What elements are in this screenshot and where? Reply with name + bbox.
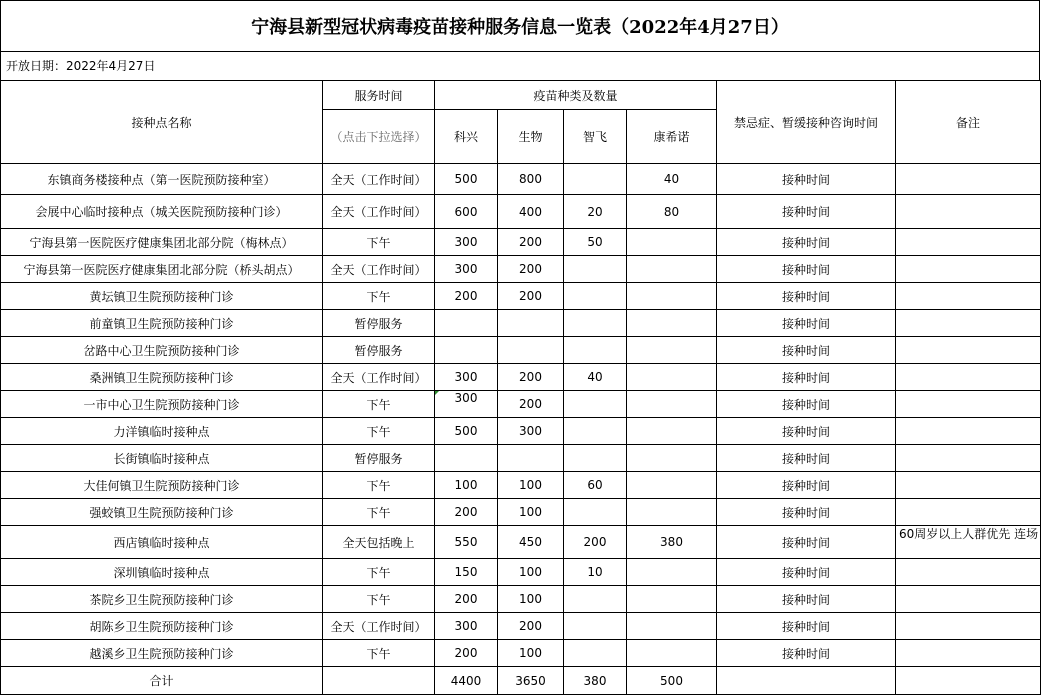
cell-site[interactable]: 岔路中心卫生院预防接种门诊 [1,337,323,364]
cell-remark[interactable] [896,256,1041,283]
cell-zhifei[interactable]: 10 [564,559,627,586]
cell-site[interactable]: 胡陈乡卫生院预防接种门诊 [1,613,323,640]
cell-remark[interactable] [896,499,1041,526]
cell-zhifei[interactable] [564,283,627,310]
cell-consult[interactable]: 接种时间 [717,364,896,391]
cell-remark[interactable] [896,337,1041,364]
cell-site[interactable]: 桑洲镇卫生院预防接种门诊 [1,364,323,391]
cell-site[interactable]: 宁海县第一医院医疗健康集团北部分院（桥头胡点） [1,256,323,283]
vaccination-table [0,80,1041,695]
cell-kangxinuo[interactable] [627,310,717,337]
table-row [1,640,1041,667]
cell-site[interactable]: 大佳何镇卫生院预防接种门诊 [1,472,323,499]
cell-consult[interactable]: 接种时间 [717,499,896,526]
cell-site[interactable]: 强蛟镇卫生院预防接种门诊 [1,499,323,526]
cell-kangxinuo[interactable]: 40 [627,164,717,195]
cell-remark[interactable] [896,472,1041,499]
cell-time[interactable]: 下午 [323,229,435,256]
cell-shengwu[interactable]: 200 [498,364,564,391]
cell-remark[interactable] [896,445,1041,472]
cell-time[interactable]: 下午 [323,418,435,445]
cell-consult[interactable]: 接种时间 [717,195,896,229]
header-kexing: 科兴 [435,110,498,164]
cell-kexing[interactable]: 300 [435,364,498,391]
cell-site[interactable]: 深圳镇临时接种点 [1,559,323,586]
cell-remark[interactable] [896,418,1041,445]
cell-time[interactable]: 下午 [323,391,435,418]
cell-consult[interactable]: 接种时间 [717,164,896,195]
cell-kangxinuo[interactable] [627,418,717,445]
table-row [1,613,1041,640]
page-title: 宁海县新型冠状病毒疫苗接种服务信息一览表（2022年4月27日） [0,0,1040,52]
cell-time[interactable]: 全天（工作时间） [323,164,435,195]
cell-kexing[interactable]: 550 [435,526,498,559]
cell-kexing[interactable] [435,445,498,472]
cell-time[interactable] [323,667,435,695]
table-row [1,364,1041,391]
cell-zhifei[interactable] [564,337,627,364]
table-row [1,283,1041,310]
cell-consult[interactable]: 接种时间 [717,229,896,256]
cell-remark[interactable] [896,310,1041,337]
cell-kexing[interactable] [435,337,498,364]
cell-time[interactable]: 暂停服务 [323,337,435,364]
table-row [1,256,1041,283]
cell-shengwu[interactable]: 200 [498,613,564,640]
cell-shengwu[interactable]: 100 [498,499,564,526]
table-row [1,526,1041,559]
cell-shengwu[interactable]: 200 [498,256,564,283]
open-date: 开放日期：2022年4月27日 [0,52,1040,80]
cell-kangxinuo[interactable] [627,640,717,667]
cell-shengwu[interactable] [498,337,564,364]
cell-zhifei[interactable] [564,613,627,640]
table-row [1,445,1041,472]
cell-consult[interactable]: 接种时间 [717,310,896,337]
cell-shengwu[interactable]: 300 [498,418,564,445]
cell-site[interactable]: 长街镇临时接种点 [1,445,323,472]
cell-time[interactable]: 下午 [323,283,435,310]
cell-remark[interactable] [896,640,1041,667]
table-row [1,310,1041,337]
cell-kexing[interactable]: 200 [435,499,498,526]
cell-consult[interactable]: 接种时间 [717,613,896,640]
header-service-hint[interactable]: （点击下拉选择） [323,110,435,164]
cell-kexing[interactable]: 150 [435,559,498,586]
cell-consult[interactable] [717,667,896,695]
cell-consult[interactable]: 接种时间 [717,337,896,364]
cell-site[interactable]: 宁海县第一医院医疗健康集团北部分院（梅林点） [1,229,323,256]
cell-remark[interactable]: 60周岁以上人群优先 连场 [896,526,1041,559]
table-row [1,418,1041,445]
cell-remark[interactable] [896,559,1041,586]
total-row [1,667,1041,695]
cell-consult[interactable]: 接种时间 [717,472,896,499]
cell-site[interactable]: 越溪乡卫生院预防接种门诊 [1,640,323,667]
cell-total-kangxinuo[interactable]: 500 [627,667,717,695]
cell-zhifei[interactable] [564,499,627,526]
cell-shengwu[interactable]: 200 [498,391,564,418]
header-remark: 备注 [896,81,1041,164]
cell-remark[interactable] [896,364,1041,391]
cell-zhifei[interactable]: 200 [564,526,627,559]
cell-kexing[interactable]: 200 [435,283,498,310]
table-row [1,472,1041,499]
cell-shengwu[interactable]: 100 [498,640,564,667]
cell-time[interactable]: 下午 [323,499,435,526]
cell-kangxinuo[interactable] [627,337,717,364]
cell-time[interactable]: 下午 [323,586,435,613]
header-service-time: 服务时间 [323,81,435,110]
cell-kexing[interactable]: 300 [435,391,498,418]
header-consult: 禁忌症、暂缓接种咨询时间 [717,81,896,164]
cell-zhifei[interactable]: 40 [564,364,627,391]
cell-time[interactable]: 全天（工作时间） [323,364,435,391]
table-row [1,164,1041,195]
cell-site[interactable]: 东镇商务楼接种点（第一医院预防接种室） [1,164,323,195]
header-zhifei: 智飞 [564,110,627,164]
header-site: 接种点名称 [1,81,323,164]
cell-shengwu[interactable] [498,310,564,337]
cell-kexing[interactable]: 200 [435,586,498,613]
cell-zhifei[interactable] [564,256,627,283]
header-vaccine-group: 疫苗种类及数量 [435,81,717,110]
table-row [1,391,1041,418]
cell-kexing[interactable]: 300 [435,256,498,283]
cell-time[interactable]: 全天（工作时间） [323,195,435,229]
cell-consult[interactable]: 接种时间 [717,640,896,667]
cell-kexing[interactable] [435,310,498,337]
cell-shengwu[interactable]: 450 [498,526,564,559]
cell-time[interactable]: 全天包括晚上 [323,526,435,559]
cell-remark[interactable] [896,613,1041,640]
cell-kexing[interactable]: 300 [435,613,498,640]
cell-zhifei[interactable] [564,445,627,472]
header-kangxinuo: 康希诺 [627,110,717,164]
cell-site[interactable]: 前童镇卫生院预防接种门诊 [1,310,323,337]
cell-shengwu[interactable]: 400 [498,195,564,229]
cell-time[interactable]: 下午 [323,472,435,499]
cell-kangxinuo[interactable]: 80 [627,195,717,229]
cell-kexing[interactable]: 500 [435,164,498,195]
cell-consult[interactable]: 接种时间 [717,559,896,586]
cell-zhifei[interactable]: 20 [564,195,627,229]
cell-remark[interactable] [896,586,1041,613]
cell-remark[interactable] [896,667,1041,695]
cell-site[interactable]: 一市中心卫生院预防接种门诊 [1,391,323,418]
cell-kexing[interactable]: 300 [435,229,498,256]
cell-kexing[interactable]: 200 [435,640,498,667]
cell-zhifei[interactable] [564,310,627,337]
cell-kangxinuo[interactable]: 380 [627,526,717,559]
cell-kangxinuo[interactable] [627,229,717,256]
cell-shengwu[interactable]: 100 [498,586,564,613]
cell-kangxinuo[interactable] [627,499,717,526]
cell-total-zhifei[interactable]: 380 [564,667,627,695]
cell-kangxinuo[interactable] [627,283,717,310]
cell-zhifei[interactable] [564,418,627,445]
table-row [1,499,1041,526]
cell-consult[interactable]: 接种时间 [717,418,896,445]
cell-time[interactable]: 全天（工作时间） [323,256,435,283]
cell-shengwu[interactable] [498,445,564,472]
cell-total-label[interactable]: 合计 [1,667,323,695]
cell-shengwu[interactable]: 800 [498,164,564,195]
cell-zhifei[interactable] [564,586,627,613]
cell-kexing[interactable]: 100 [435,472,498,499]
cell-time[interactable]: 暂停服务 [323,310,435,337]
cell-remark[interactable] [896,391,1041,418]
cell-site[interactable]: 西店镇临时接种点 [1,526,323,559]
cell-site[interactable]: 力洋镇临时接种点 [1,418,323,445]
cell-time[interactable]: 下午 [323,559,435,586]
table-row [1,229,1041,256]
cell-site[interactable]: 黄坛镇卫生院预防接种门诊 [1,283,323,310]
cell-time[interactable]: 全天（工作时间） [323,613,435,640]
table-row [1,586,1041,613]
cell-zhifei[interactable] [564,640,627,667]
cell-kangxinuo[interactable] [627,586,717,613]
cell-zhifei[interactable]: 50 [564,229,627,256]
cell-kexing[interactable]: 600 [435,195,498,229]
cell-remark[interactable] [896,195,1041,229]
cell-shengwu[interactable]: 200 [498,229,564,256]
cell-remark[interactable] [896,164,1041,195]
cell-consult[interactable]: 接种时间 [717,283,896,310]
table-row [1,195,1041,229]
cell-zhifei[interactable] [564,391,627,418]
cell-zhifei[interactable] [564,164,627,195]
cell-remark[interactable] [896,283,1041,310]
cell-shengwu[interactable]: 200 [498,283,564,310]
cell-total-kexing[interactable]: 4400 [435,667,498,695]
cell-consult[interactable]: 接种时间 [717,526,896,559]
cell-kangxinuo[interactable] [627,559,717,586]
cell-time[interactable]: 暂停服务 [323,445,435,472]
cell-kangxinuo[interactable] [627,256,717,283]
cell-consult[interactable]: 接种时间 [717,586,896,613]
cell-consult[interactable]: 接种时间 [717,256,896,283]
cell-shengwu[interactable]: 100 [498,559,564,586]
cell-zhifei[interactable]: 60 [564,472,627,499]
cell-shengwu[interactable]: 100 [498,472,564,499]
cell-site[interactable]: 茶院乡卫生院预防接种门诊 [1,586,323,613]
cell-consult[interactable]: 接种时间 [717,445,896,472]
cell-kangxinuo[interactable] [627,613,717,640]
cell-time[interactable]: 下午 [323,640,435,667]
cell-kangxinuo[interactable] [627,391,717,418]
cell-kangxinuo[interactable] [627,472,717,499]
cell-remark[interactable] [896,229,1041,256]
header-shengwu: 生物 [498,110,564,164]
cell-consult[interactable]: 接种时间 [717,391,896,418]
table-row [1,559,1041,586]
cell-kangxinuo[interactable] [627,364,717,391]
table-row [1,337,1041,364]
cell-kangxinuo[interactable] [627,445,717,472]
cell-kexing[interactable]: 500 [435,418,498,445]
cell-site[interactable]: 会展中心临时接种点（城关医院预防接种门诊） [1,195,323,229]
cell-total-shengwu[interactable]: 3650 [498,667,564,695]
